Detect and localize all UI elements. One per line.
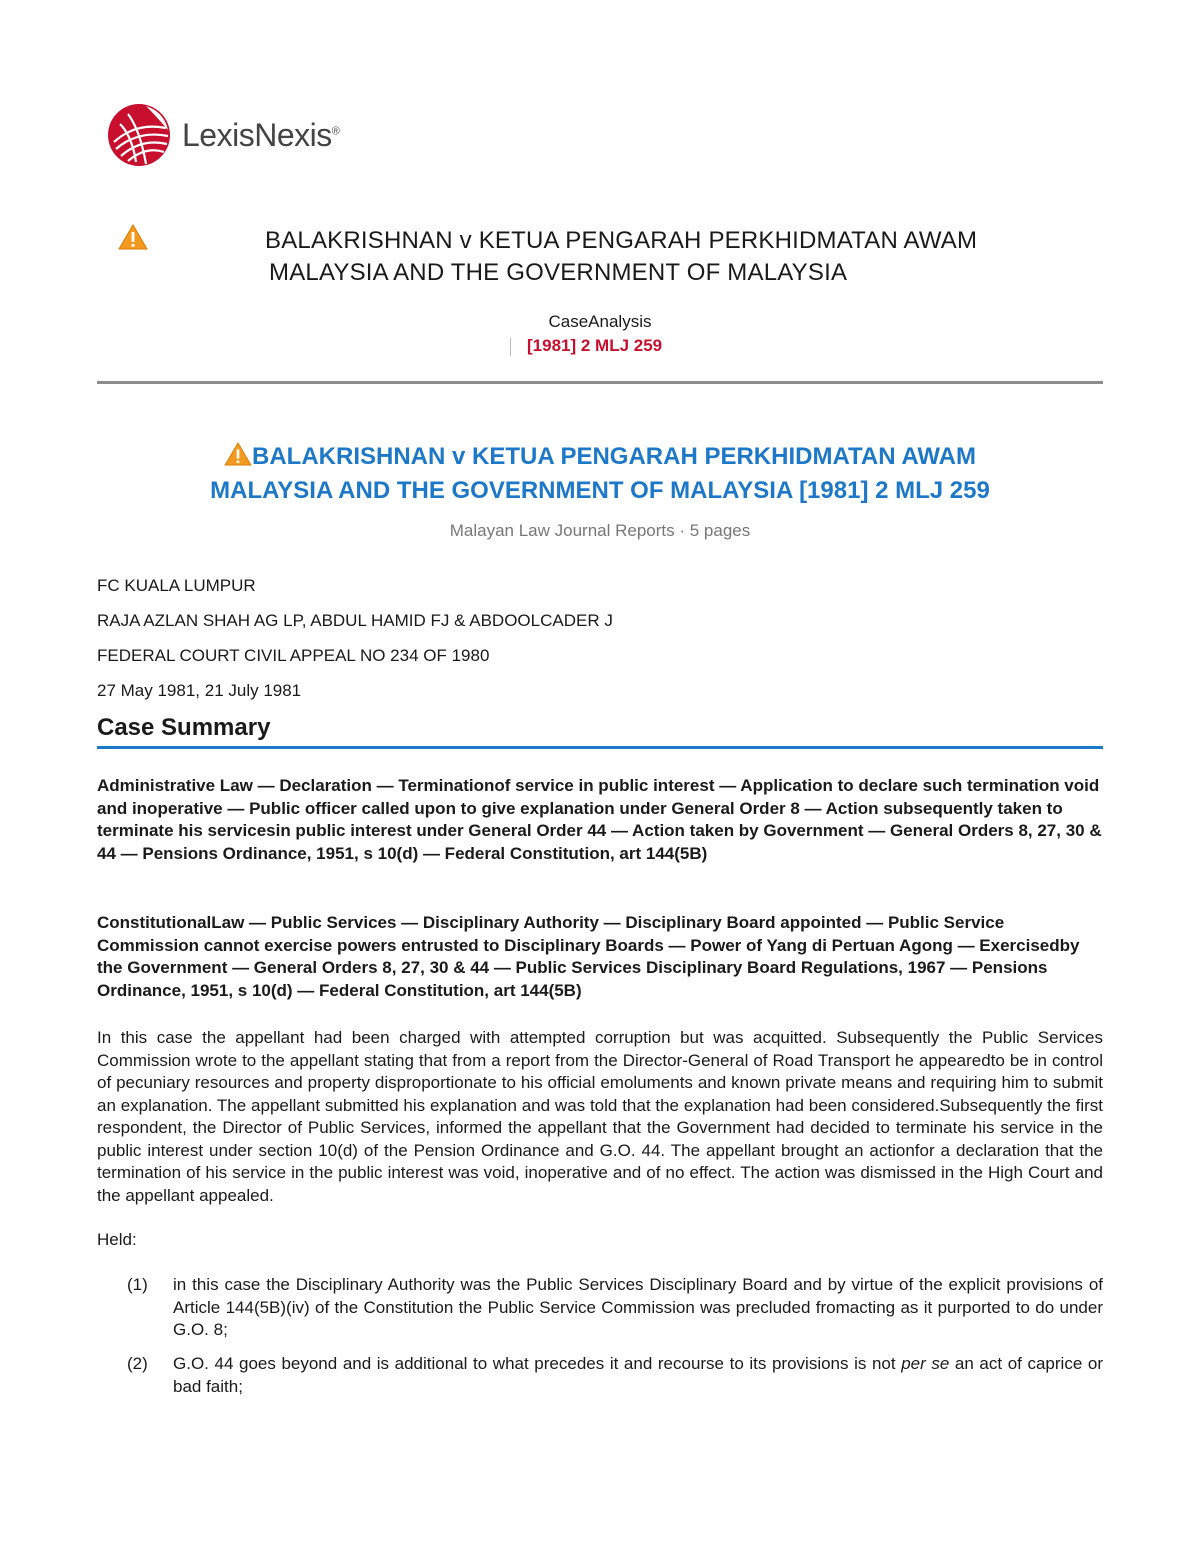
case-heading: BALAKRISHNAN v KETUA PENGARAH PERKHIDMATAN AWAM MALAYSIA AND THE GOVERNMENT OF MALAYSIA [1981] 2 MLJ 259	[210, 443, 990, 504]
appeal-number: FEDERAL COURT CIVIL APPEAL NO 234 OF 1980	[97, 646, 490, 665]
facts-paragraph: In this case the appellant had been charged with attempted corruption but was acquitted. Subsequently the Public Services Commission wrote to the appellant stating that from a report from the Director-General of Road Transport he appearedto be in control of pecuniary resources and property disproportionate to his official emoluments and known private means and requiring him to submit an explanation. The appellant submitted his explanation and was told that the explanation had been considered.Subsequently the first respondent, the Director of Public Services, informed the appellant that the Government had decided to terminate his service in the public interest under section 10(d) of the Pension Ordinance and G.O. 44. The appellant brought an actionfor a declaration that the termination of his service in the public interest was void, inoperative and of no effect. The action was dismissed in the High Court and the appellant appealed.	[97, 1028, 1103, 1205]
warning-icon	[118, 224, 148, 250]
judges: RAJA AZLAN SHAH AG LP, ABDUL HAMID FJ & ABDOOLCADER J	[97, 611, 613, 630]
case-summary-title: Case Summary	[97, 714, 271, 741]
held-item-number: (1)	[127, 1275, 148, 1294]
warning-icon	[224, 442, 252, 466]
held-item	[127, 1353, 1103, 1398]
lexisnexis-logo	[106, 102, 339, 168]
lexisnexis-globe-icon	[106, 102, 172, 168]
held-item-text: G.O. 44 goes beyond and is additional to what precedes it and recourse to its provisions is not per se an act of caprice or bad faith;	[173, 1354, 1103, 1396]
header-case-title: BALAKRISHNAN v KETUA PENGARAH PERKHIDMATAN AWAM MALAYSIA AND THE GOVERNMENT OF MALAYSIA	[265, 227, 978, 286]
court-name: FC KUALA LUMPUR	[97, 576, 256, 595]
source-line: Malayan Law Journal Reports · 5 pages	[449, 521, 751, 540]
catchwords-administrative-law: Administrative Law — Declaration — Terminationof service in public interest — Application to declare such termination void and inoperative — Public officer called upon to give explanation under General Order 8 — Action subsequently taken to terminate his servicesin public interest under General Order 44 — Action taken by Government — General Orders 8, 27, 30 & 44 — Pensions Ordinance, 1951, s 10(d) — Federal Constitution, art 144(5B)	[97, 776, 1102, 863]
catchwords-constitutional-law: ConstitutionalLaw — Public Services — Disciplinary Authority — Disciplinary Board appointed — Public Service Commission cannot exercise powers entrusted to Disciplinary Boards — Power of Yang di Pertuan Agong — Exercisedby the Government — General Orders 8, 27, 30 & 44 — Public Services Disciplinary Board Regulations, 1967 — Pensions Ordinance, 1951, s 10(d) — Federal Constitution, art 144(5B)	[97, 913, 1080, 1000]
held-item	[127, 1274, 1103, 1342]
held-item-text: in this case the Disciplinary Authority was the Public Services Disciplinary Board and by virtue of the explicit provisions of Article 144(5B)(iv) of the Constitution the Public Service Commission was precluded fromacting as it purported to do under G.O. 8;	[173, 1275, 1103, 1339]
held-label: Held:	[97, 1230, 137, 1249]
section-divider	[97, 746, 1103, 749]
citation-divider	[510, 338, 511, 356]
header-divider	[97, 381, 1103, 384]
header-citation: [1981] 2 MLJ 259	[510, 336, 662, 356]
document-type: CaseAnalysis	[548, 312, 652, 331]
brand-wordmark: LexisNexis®	[182, 116, 340, 153]
held-item-number: (2)	[127, 1354, 148, 1373]
decision-dates: 27 May 1981, 21 July 1981	[97, 681, 302, 700]
